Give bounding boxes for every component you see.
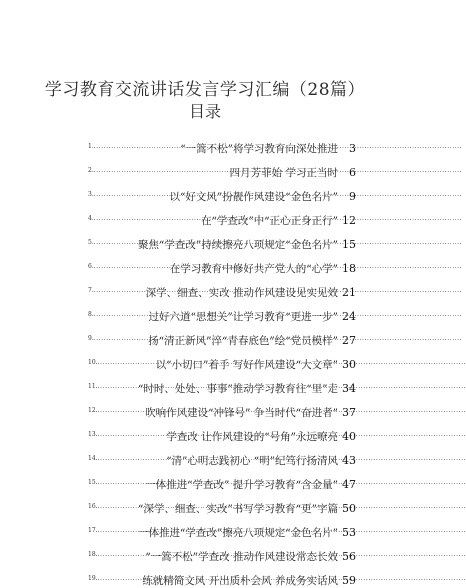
toc-leader-dots [94,188,170,204]
toc-leader-dots [94,260,170,276]
toc-entry-page: 30 [342,358,356,371]
toc-leader-dots [98,476,146,492]
toc-leader-dots [98,524,138,540]
toc-entry-title: 一体推进“学查改” 提升学习教育“含金量” [145,479,338,491]
toc-entry-number: 1. [88,143,94,150]
toc-entry-number: 4. [88,215,94,222]
toc-entry-number: 17. [88,527,98,534]
toc-leader-dots [94,308,149,324]
toc-entry-page: 27 [342,334,356,347]
document-title: 学习教育交流讲话发言学习汇编（28篇） [44,80,366,100]
toc-entry-number: 14. [88,455,98,462]
toc-entry-number: 6. [88,263,94,270]
toc-entry-page: 56 [342,550,356,563]
toc-entry[interactable] [88,372,356,396]
toc-entry[interactable] [88,348,356,372]
toc-entry[interactable] [88,420,356,444]
toc-entry-page: 40 [342,430,356,443]
toc-entry-title: 过好六道“思想关”让学习教育“更进一步” [148,311,338,323]
toc-entry-number: 16. [88,503,98,510]
toc-entry-title: 吹响作风建设“冲锋号” 争当时代“奋进者” [145,407,338,419]
toc-leader-dots [98,452,167,468]
toc-entry-page: 21 [342,286,356,299]
toc-entry-title: “清”心明志践初心 “明”纪笃行扬清风 [166,455,338,467]
toc-entry[interactable] [88,276,356,300]
toc-entry[interactable] [88,468,356,492]
toc-entry[interactable] [88,228,356,252]
toc-entry-title: “一篙不松”将学习教育向深处推进 [180,143,338,155]
toc-entry-number: 18. [88,551,98,558]
toc-entry-title: “时时、处处、事事”推动学习教育往“里”走 [138,383,338,395]
toc-entry-number: 11. [88,383,98,390]
toc-entry-title: 深学、细查、实改 推动作风建设见实见效 [145,287,338,299]
toc-heading: 目录 [188,102,221,121]
toc-leader-dots [94,236,138,252]
toc-leader-dots [98,428,167,444]
toc-entry-title: 以“小切口”着手 写好作风建设“大文章” [155,359,338,371]
toc-leader-dots [98,404,146,420]
toc-entry-page: 12 [342,214,356,227]
toc-entry[interactable] [88,300,356,324]
table-of-contents [88,132,356,588]
toc-entry-number: 12. [88,407,98,414]
toc-entry-page: 50 [342,502,356,515]
toc-leader-dots [94,212,201,228]
toc-entry-number: 13. [88,431,98,438]
toc-entry-page: 9 [349,190,356,203]
toc-leader-dots [98,548,146,564]
toc-leader-dots [94,332,149,348]
toc-entry-title: 在学习教育中修好共产党人的“心学” [169,263,338,275]
toc-entry-title: 四月芳菲始 学习正当时 [229,167,338,179]
toc-entry-number: 15. [88,479,98,486]
toc-entry-number: 5. [88,239,94,246]
toc-entry-number: 9. [88,335,94,342]
toc-leader-dots [98,500,138,516]
toc-entry-page: 34 [342,382,356,395]
toc-leader-dots [94,164,230,180]
toc-entry[interactable] [88,324,356,348]
toc-entry-number: 19. [88,575,98,582]
toc-leader-dots [98,356,156,372]
toc-entry[interactable] [88,204,356,228]
toc-entry-page: 3 [349,142,356,155]
toc-entry-page: 37 [342,406,356,419]
toc-entry[interactable] [88,564,356,588]
toc-entry-page: 53 [342,526,356,539]
toc-entry[interactable] [88,132,356,156]
toc-entry-title: 聚焦“学查改”持续擦亮八项规定“金色名片” [138,239,338,251]
toc-entry-number: 10. [88,359,98,366]
toc-entry-page: 15 [342,238,356,251]
toc-entry-title: 练就精简文风 开出质朴会风 养成务实话风 [142,575,338,587]
toc-leader-dots [94,140,181,156]
toc-entry-title: “一篙不松”学查改 推动作风建设常态长效 [145,551,338,563]
toc-entry[interactable] [88,540,356,564]
toc-entry-number: 7. [88,287,94,294]
toc-entry-title: 一体推进“学查改”擦亮八项规定“金色名片” [138,527,338,539]
toc-entry[interactable] [88,516,356,540]
toc-entry[interactable] [88,396,356,420]
toc-entry-title: “深学、细查、实改”书写学习教育“更”字篇 [138,503,338,515]
toc-entry-page: 24 [342,310,356,323]
toc-entry-title: 在“学查改”中“正心正身正行” [201,215,338,227]
toc-entry-title: 以“好文风”扮靓作风建设“金色名片” [169,191,338,203]
toc-entry-number: 3. [88,191,94,198]
toc-entry-number: 8. [88,311,94,318]
toc-entry-page: 59 [342,574,356,587]
toc-entry-page: 18 [342,262,356,275]
toc-entry-number: 2. [88,167,94,174]
toc-entry[interactable] [88,252,356,276]
toc-entry[interactable] [88,492,356,516]
toc-entry[interactable] [88,180,356,204]
toc-entry-title: 扬“清正新风”淬“青春底色”绘“党员模样” [148,335,338,347]
toc-leader-dots [98,380,138,396]
toc-entry-page: 43 [342,454,356,467]
toc-entry-page: 47 [342,478,356,491]
toc-entry[interactable] [88,156,356,180]
toc-entry[interactable] [88,444,356,468]
toc-entry-title: 学查改 让作风建设的“号角”永远嘹亮 [166,431,338,443]
toc-leader-dots [98,572,143,588]
toc-leader-dots [94,284,146,300]
toc-entry-page: 6 [349,166,356,179]
